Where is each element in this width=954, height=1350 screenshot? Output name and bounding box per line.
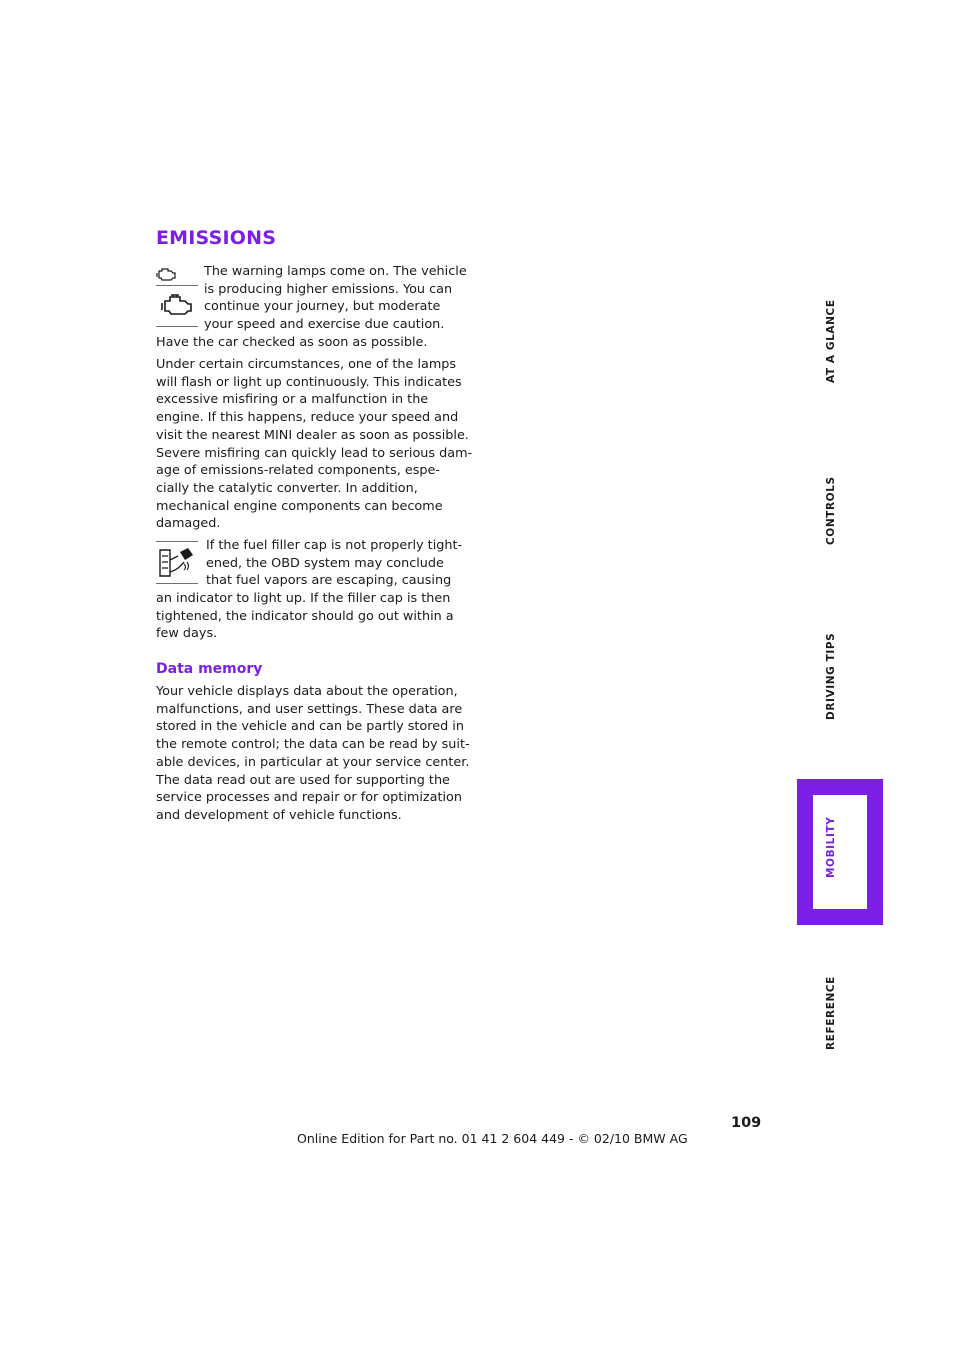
section-title: EMISSIONS (156, 227, 277, 249)
icon-divider (156, 541, 198, 542)
icon-divider (156, 285, 198, 286)
fuel-cap-tail: an indicator to light up. If the filler cap is then tightened, the indicator should go out within a few days. (156, 591, 454, 642)
page-number: 109 (731, 1115, 762, 1131)
footer-text: Online Edition for Part no. 01 41 2 604 449 - © 02/10 BMW AG (297, 1131, 688, 1146)
tab-controls[interactable]: CONTROLS (825, 476, 837, 545)
active-tab-inner (813, 795, 867, 909)
engine-warning-icon (156, 266, 178, 282)
warning-lamps-text (204, 263, 467, 334)
text-line: is producing higher emissions. You can (204, 281, 453, 297)
text-line: that fuel vapors are escaping, causing (206, 573, 452, 589)
tab-mobility[interactable]: MOBILITY (825, 816, 837, 878)
icon-divider (156, 583, 198, 584)
text-line: ened, the OBD system may conclude (206, 555, 444, 571)
fuel-filler-cap-icon (158, 546, 198, 580)
fuel-cap-text (206, 537, 462, 590)
warning-lamps-tail: Have the car checked as soon as possible. (156, 335, 428, 350)
text-line: If the fuel filler cap is not properly tight- (206, 538, 463, 553)
misfire-paragraph: Under certain circumstances, one of the lamps will flash or light up continuously. This indicates excessive misfiring or a malfunction in the engine. If this happens, reduce your speed and visit the nearest MINI dealer as soon as possible. Severe misfiring can quickly lead to serious dam- age of emissions-related components, espe- cially the catalytic converter. In addition, mechanical engine components can become damaged. (156, 357, 473, 532)
text-line: The warning lamps come on. The vehicle (204, 264, 467, 279)
data-memory-title: Data memory (156, 661, 263, 677)
tab-reference[interactable]: REFERENCE (825, 976, 837, 1050)
tab-at-a-glance[interactable]: AT A GLANCE (825, 299, 837, 383)
icon-divider (156, 326, 198, 327)
text-line: continue your journey, but moderate (204, 299, 441, 315)
data-memory-paragraph: Your vehicle displays data about the operation, malfunctions, and user settings. These data are stored in the vehicle and can be partly stored in the remote control; the data can be read by suit- able devices, in particular at your service center. The data read out are used for supporting the service processes and repair or for optimization and development of vehicle functions. (156, 684, 470, 823)
engine-warning-icon (160, 293, 194, 317)
text-line: your speed and exercise due caution. (204, 317, 445, 333)
tab-driving-tips[interactable]: DRIVING TIPS (825, 632, 837, 720)
